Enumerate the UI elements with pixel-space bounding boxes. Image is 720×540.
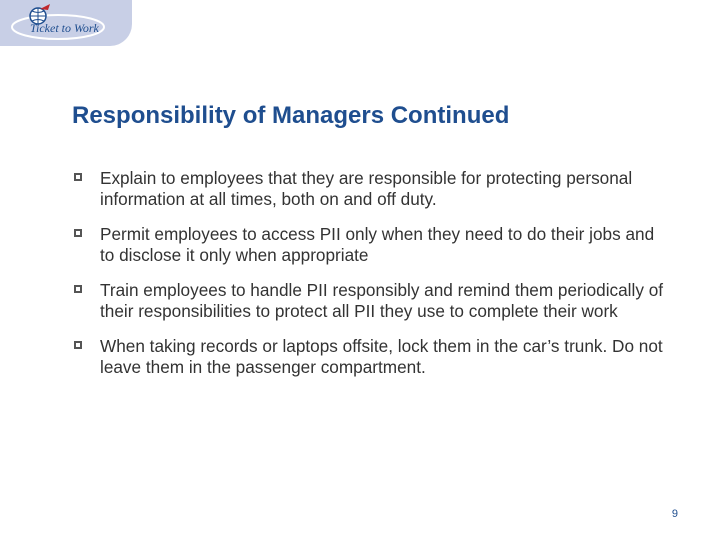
square-bullet-icon bbox=[74, 229, 82, 237]
bullet-item bbox=[72, 336, 672, 378]
square-bullet-icon bbox=[74, 341, 82, 349]
bullet-item bbox=[72, 168, 672, 210]
slide-title: Responsibility of Managers Continued bbox=[72, 102, 510, 129]
slide-header bbox=[0, 0, 720, 58]
logo-text: Ticket to Work bbox=[30, 21, 99, 35]
bullet-text: Permit employees to access PII only when they need to do their jobs and to disclose it only when appropriate bbox=[100, 224, 655, 265]
square-bullet-icon bbox=[74, 285, 82, 293]
bullet-item bbox=[72, 280, 672, 322]
page-number: 9 bbox=[671, 508, 678, 520]
flag-icon bbox=[40, 4, 50, 10]
bullet-list bbox=[72, 168, 672, 392]
bullet-text: Explain to employees that they are responsible for protecting personal information at all times, both on and off duty. bbox=[100, 168, 633, 209]
bullet-text: Train employees to handle PII responsibly and remind them periodically of their responsibilities to protect all PII they use to complete their work bbox=[100, 280, 664, 321]
ticket-to-work-logo bbox=[0, 0, 132, 46]
bullet-item bbox=[72, 224, 672, 266]
square-bullet-icon bbox=[74, 173, 82, 181]
bullet-text: When taking records or laptops offsite, lock them in the car’s trunk. Do not leave them in the passenger compartment. bbox=[100, 336, 663, 377]
